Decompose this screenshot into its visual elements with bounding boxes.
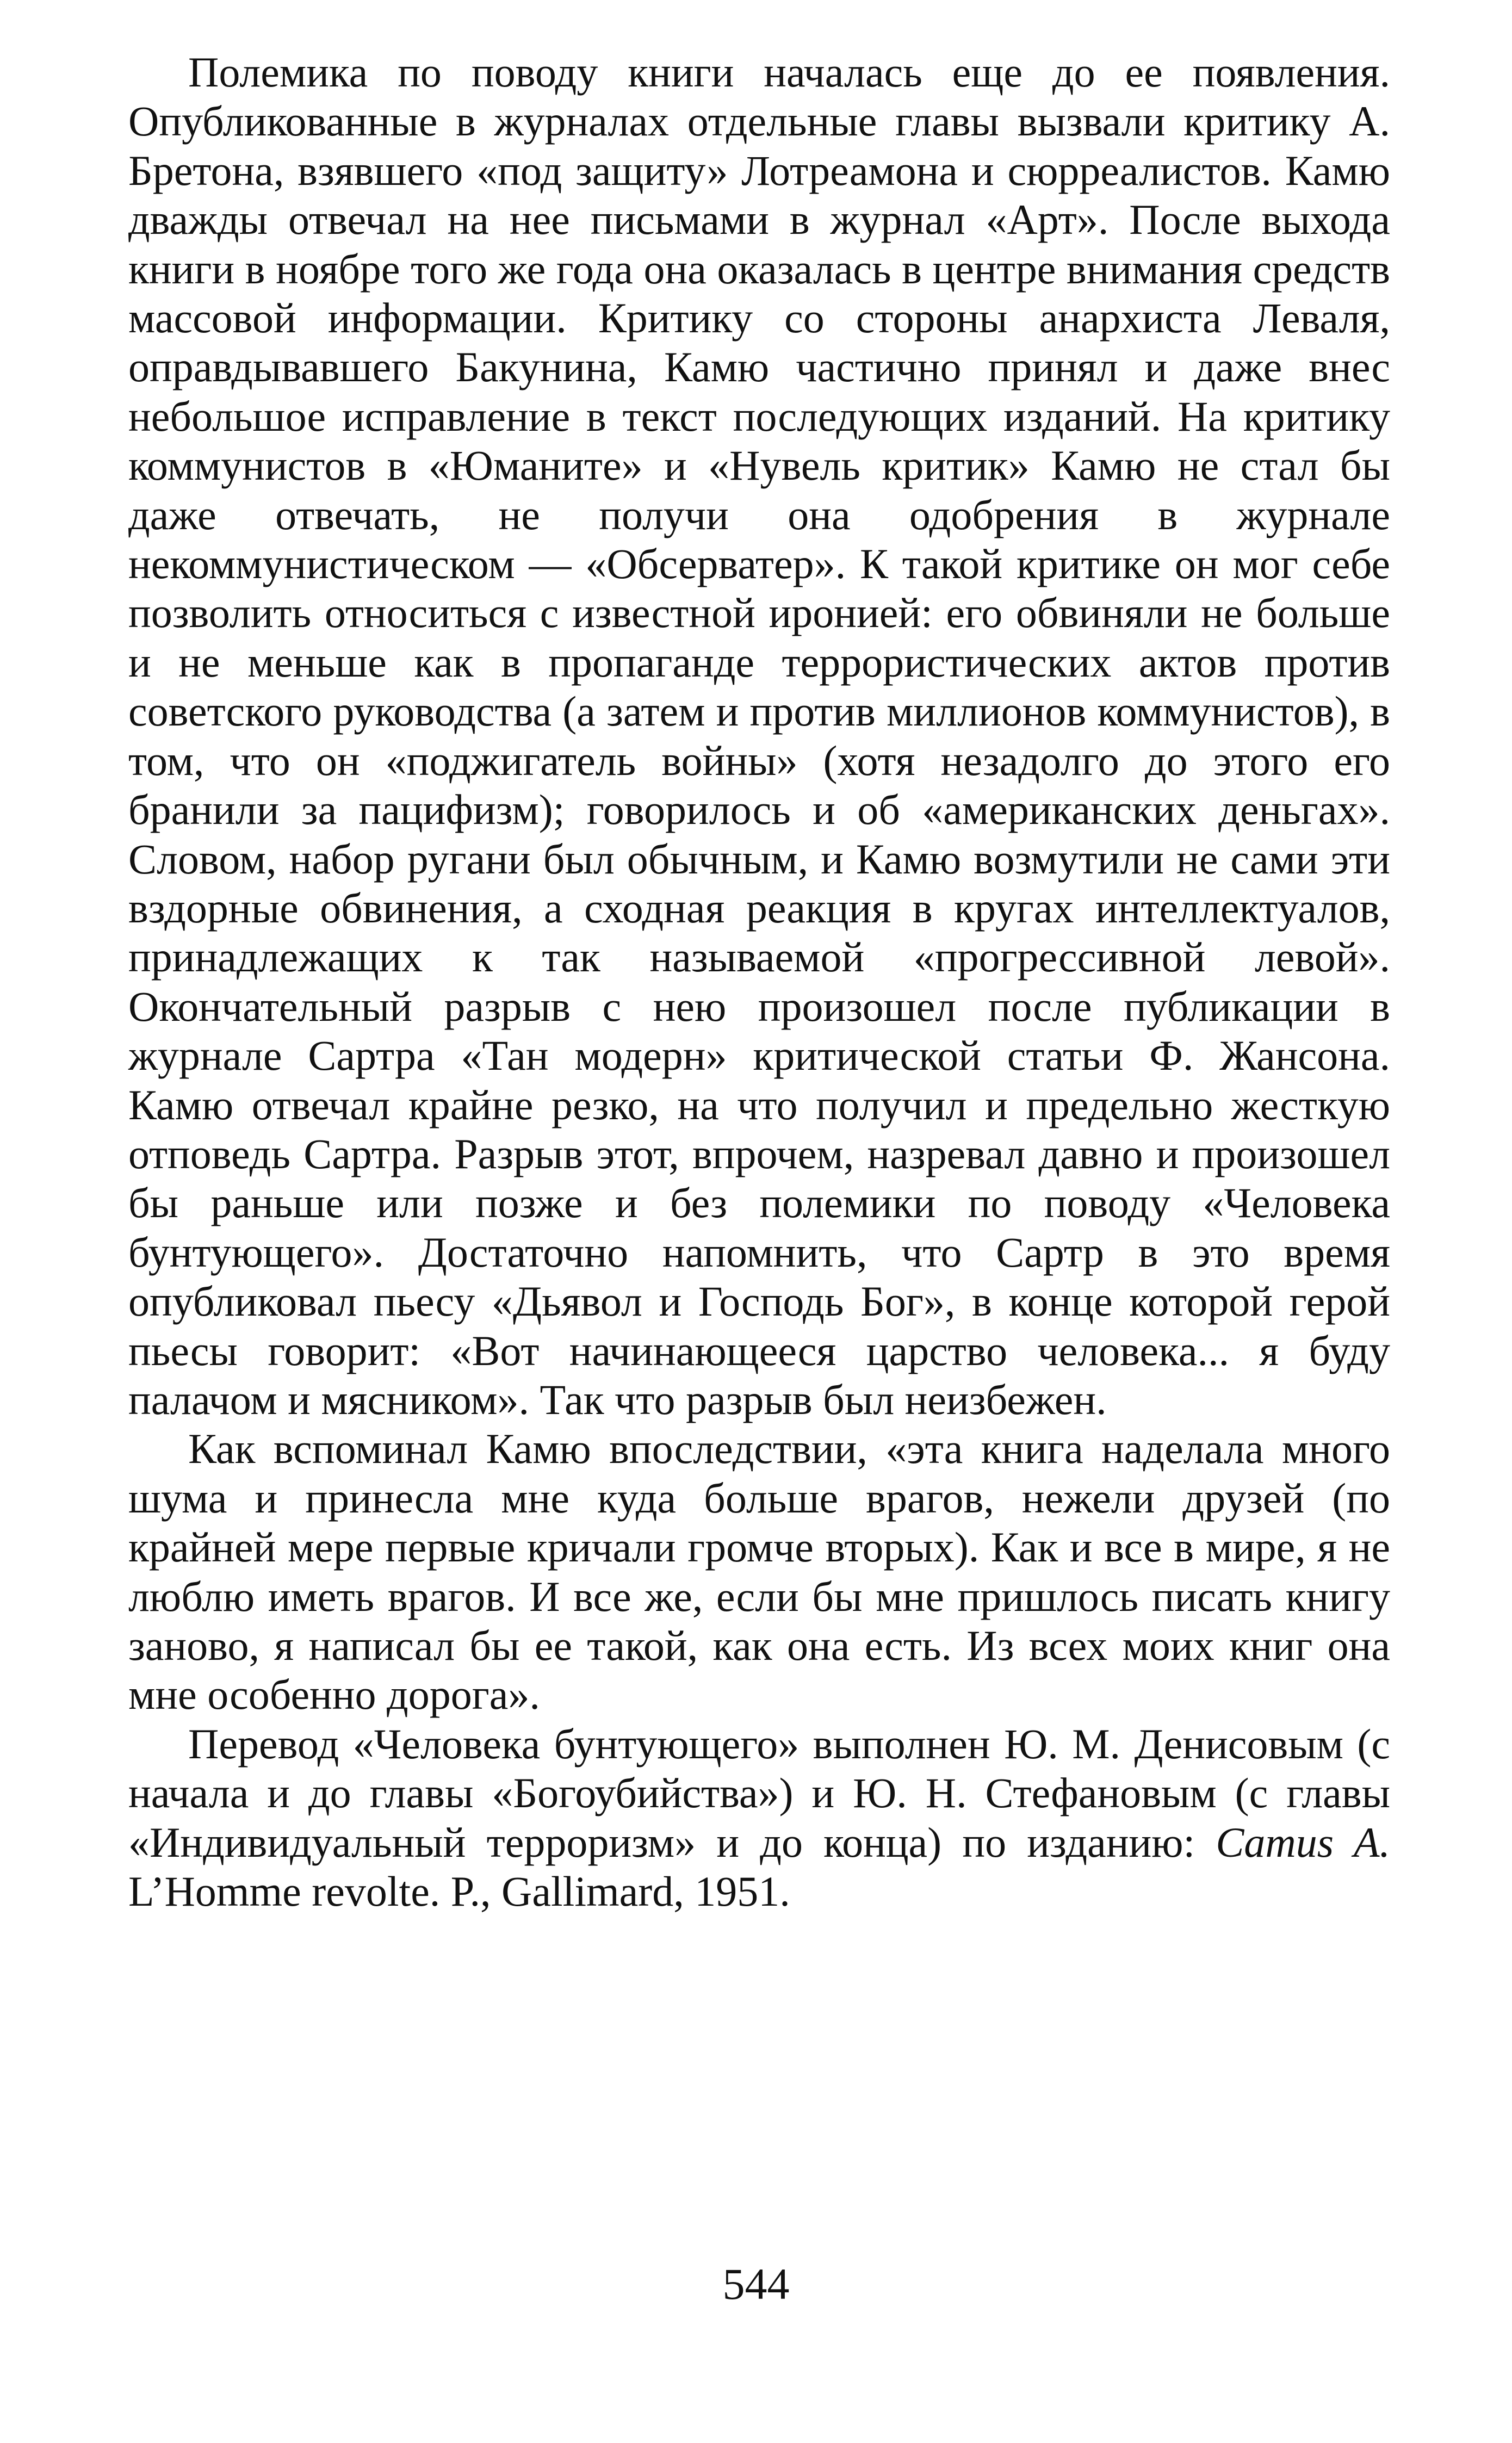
reference-title: L’Homme revolte. P., Gallimard, 1951.	[128, 1868, 790, 1915]
page-number: 544	[722, 2259, 790, 2309]
paragraph-polemic: Полемика по поводу книги началась еще до ее появления. Опубликованные в журналах отдельные главы вызвали критику А. Бретона, взявшего «под защиту» Лотреамона и сюрреалистов. Камю дважды отвечал на нее письмами в журнал «Арт». После выхода книги в ноябре того же года она оказалась в центре внимания средств массовой информации. Критику со стороны анархиста Леваля, оправдывавшего Бакунина, Камю частично принял и даже внес небольшое исправление в текст последующих изданий. На критику коммунистов в «Юманите» и «Нувель критик» Камю не стал бы даже отвечать, не получи она одобрения в журнале некоммунистическом — «Обсерватер». К такой критике он мог себе позволить относиться с известной иронией: его обвиняли не больше и не меньше как в пропаганде террористических актов против советского руководства (а затем и против миллионов коммунистов), в том, что он «поджигатель войны» (хотя незадолго до этого его бранили за пацифизм); говорилось и об «американских деньгах». Словом, набор ругани был обычным, и Камю возмутили не сами эти вздорные обвинения, а сходная реакция в кругах интеллектуалов, принадлежащих к так называемой «прогрессивной левой». Окончательный разрыв с нею произошел после публикации в журнале Сартра «Тан модерн» критической статьи Ф. Жансона. Камю отвечал крайне резко, на что получил и предельно жесткую отповедь Сартра. Разрыв этот, впрочем, назревал давно и произошел бы раньше или позже и без полемики по поводу «Человека бунтующего». Достаточно напомнить, что Сартр в это время опубликовал пьесу «Дьявол и Господь Бог», в конце которой герой пьесы говорит: «Вот начинающееся царство человека... я буду палачом и мясником». Так что разрыв был неизбежен.	[128, 48, 1390, 1423]
body-text	[128, 48, 1390, 1916]
paragraph-translation-note	[128, 1720, 1390, 1917]
translation-credit: Перевод «Человека бунтующего» выполнен Ю. М. Денисовым (с начала и до главы «Богоубийства») и Ю. Н. Стефановым (с главы «Индивидуальный терроризм» и до конца) по изданию:	[128, 1720, 1390, 1866]
reference-author: Camus A.	[1216, 1818, 1390, 1866]
paragraph-camus-quote: Как вспоминал Камю впоследствии, «эта книга наделала много шума и принесла мне куда больше врагов, нежели друзей (по крайней мере первые кричали громче вторых). Как и все в мире, я не люблю иметь врагов. И все же, если бы мне пришлось писать книгу заново, я написал бы ее такой, как она есть. Из всех моих книг она мне особенно дорога».	[128, 1425, 1390, 1719]
